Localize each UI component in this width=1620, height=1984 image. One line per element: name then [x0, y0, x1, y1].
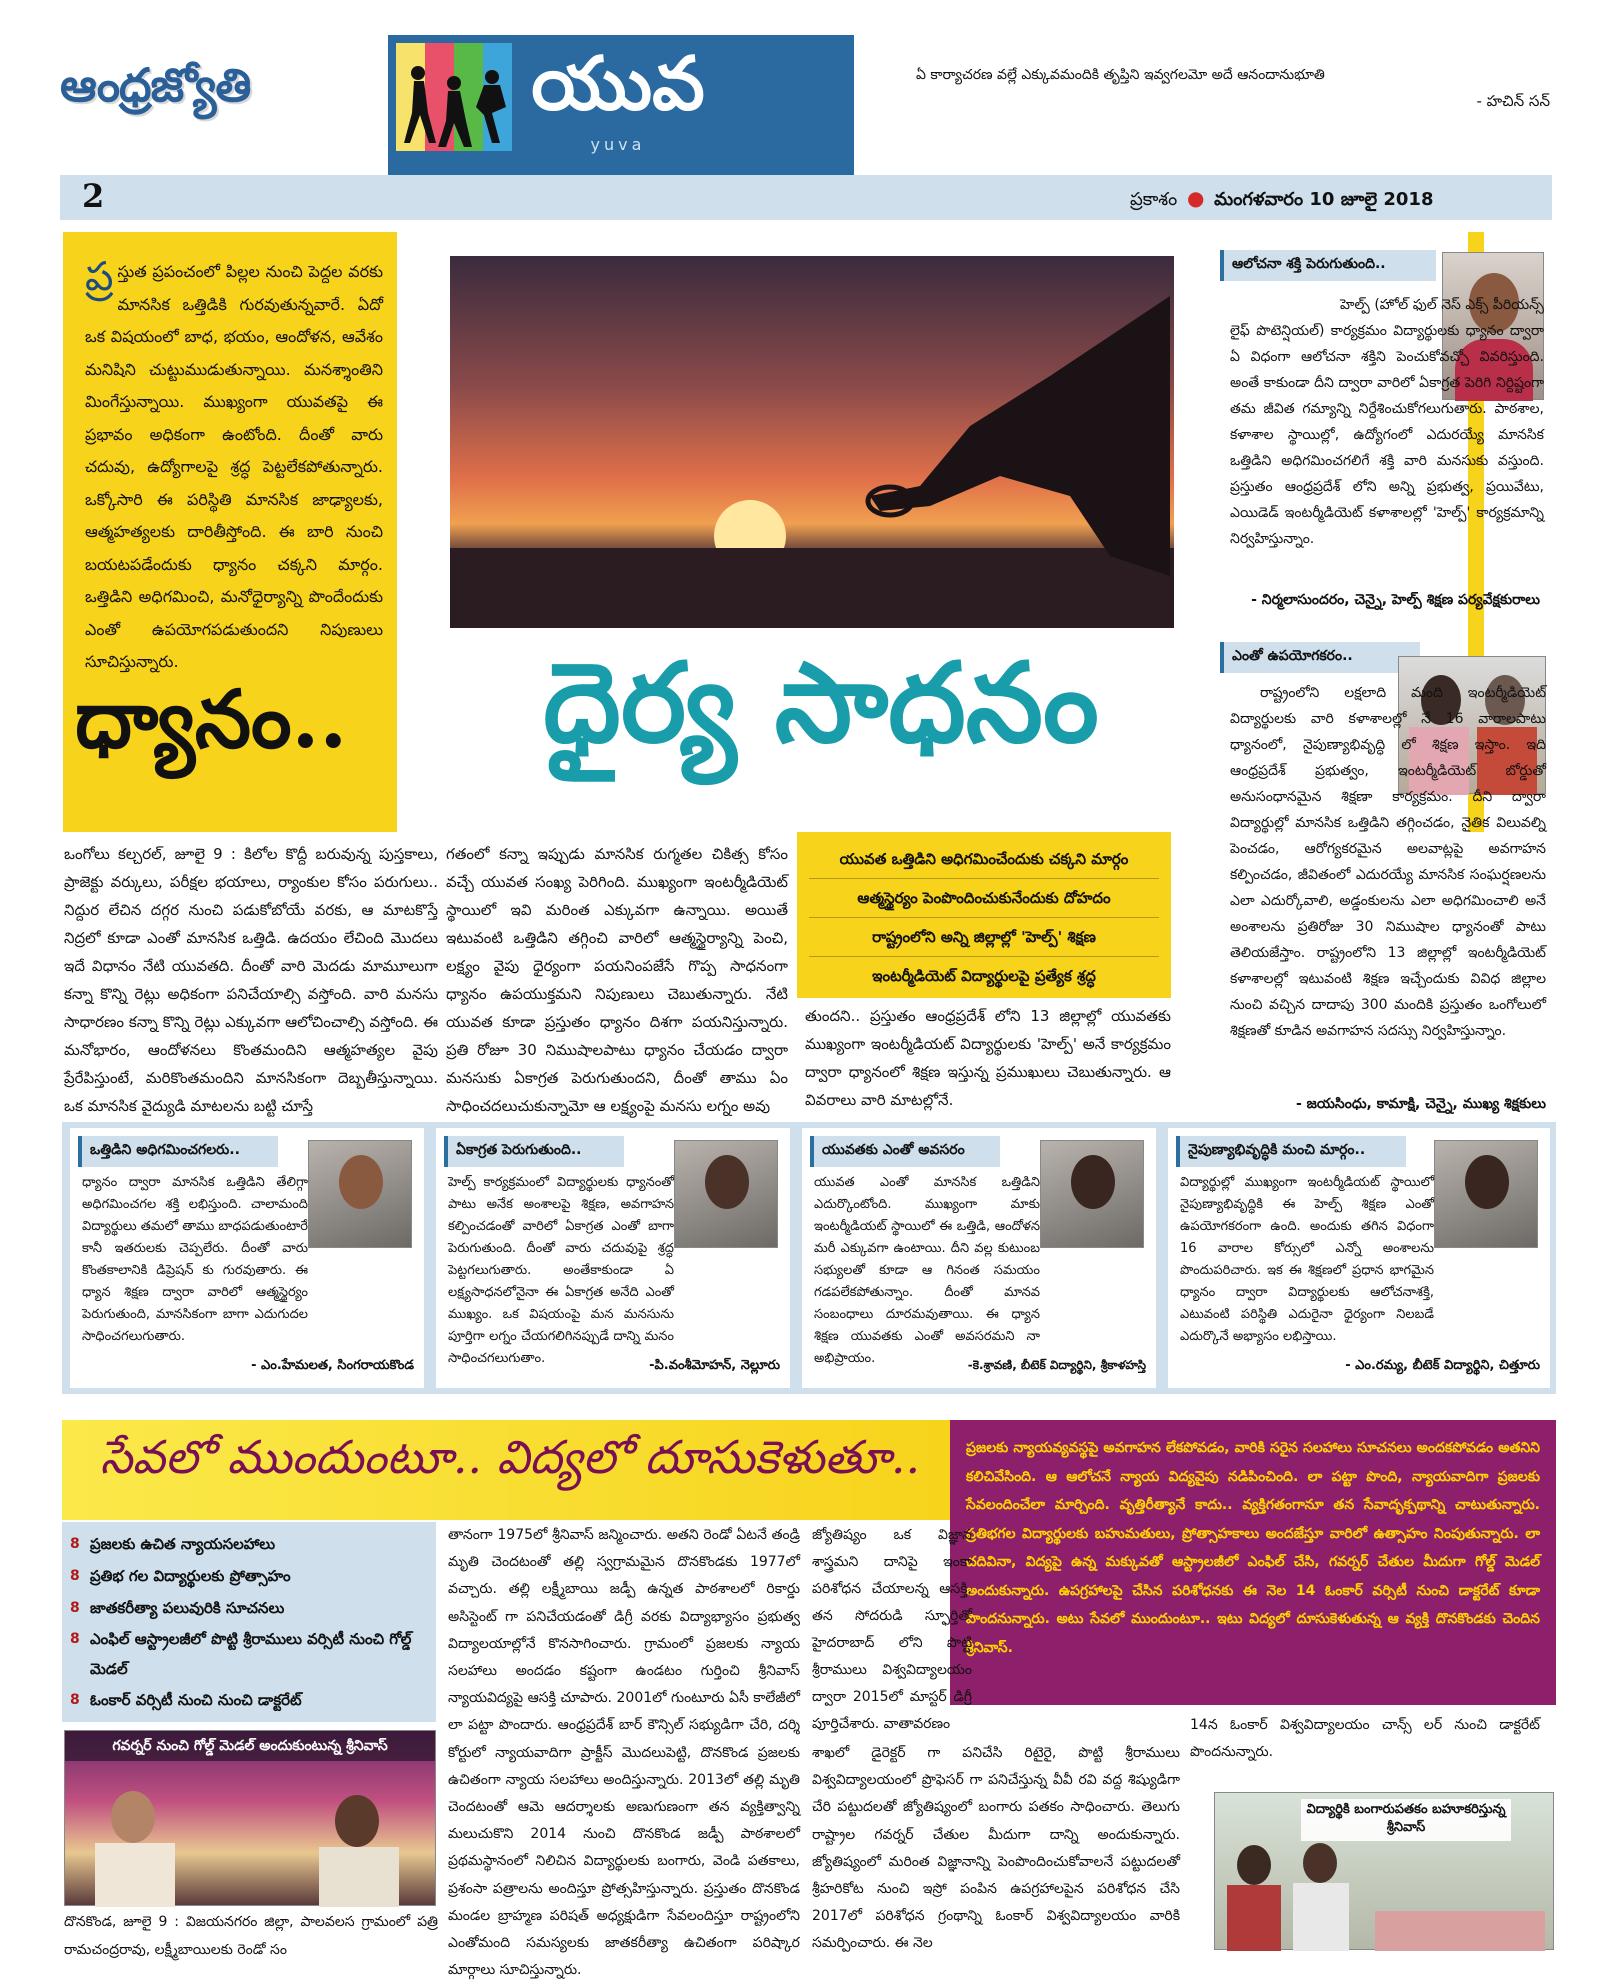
- header-quote: ఏ కార్యాచరణ వల్లే ఎక్కువమందికి తృప్తిని ఇవ్వగలమో అదే ఆనందానుభూతి: [916, 67, 1325, 83]
- side-column: [1210, 232, 1562, 1112]
- main-col3: తుందని.. ప్రస్తుతం ఆంధ్రప్రదేశ్ లోని 13 జిల్లాల్లో యువతకు ముఖ్యంగా ఇంటర్మీడియట్ విద్యార్థులకు 'హెల్ప్' అనే కార్యక్రమం ద్వారా ధ్యానంలో శిక్షణ ఇస్తున్న ప్రముఖులు చెబుతున్నారు. ఆ వివరాలు వారి మాటల్లోనే.: [805, 1007, 1171, 1109]
- highlight-3: రాష్ట్రంలోని అన్ని జిల్లాల్లో 'హెల్ప్' శిక్షణ: [809, 918, 1159, 957]
- side2-label: ఎంతో ఉపయోగకరం..: [1220, 642, 1420, 673]
- dot-icon: ●: [1186, 186, 1205, 210]
- main-col2: గతంలో కన్నా ఇప్పుడు మానసిక రుగ్మతల చికిత్స కోసం వచ్చే యువత సంఖ్య పెరిగింది. ముఖ్యంగా ఇంటర్మీడియెట్ స్థాయిలో ఇవి మరింత ఎక్కువగా ఉన్నాయి. అయితే ఇటువంటి ఒత్తిడిని తగ్గించి వారిలో ఆత్మస్థైర్యాన్ని పెంచి, లక్ష్యం వైపు ధైర్యంగా పయనింపజేసే గొప్ప సాధనంగా ధ్యానం ఉపయుక్తమని నిపుణులు చెబుతున్నారు. నేటి యువత కూడా ప్రస్తుతం ధ్యానం దిశగా పయనిస్తున్నారు. ప్రతి రోజూ 30 నిముషాలపాటు ధ్యానం చేయడం ద్వారా మనసుకు ఏకాగ్రత పెరుగుతుందని, దీంతో తాము ఏం సాధించదలుచుకున్నామో ఆ లక్ష్యంపై మనసు లగ్నం అవు: [446, 845, 788, 1115]
- headline-right: ధైర్య సాధనం: [543, 638, 1099, 767]
- governor-photo: [64, 1730, 436, 1906]
- side1-signature: - నిర్మలాసుందరం, చెన్నై, హెల్ప్ శిక్షణ పర్యవేక్షకురాలు: [1251, 592, 1540, 608]
- silhouette-icon: [396, 43, 512, 151]
- photo2-caption: విద్యార్థికి బంగారుపతకం బహూకరిస్తున్న శ్రీనివాస్: [1301, 1799, 1511, 1841]
- seva-summary-box: [950, 1420, 1556, 1705]
- highlight-2: ఆత్మస్థైర్యం పెంపొందించుకునేందుకు దోహదం: [809, 879, 1159, 918]
- main-col1: ఒంగోలు కల్చరల్, జూలై 9 : కిలోల కొద్దీ బరువున్న పుస్తకాలు, ప్రాజెక్టు వర్కులు, పరీక్షల భయాలు, ర్యాంకుల కోసం పరుగులు.. నిద్దుర లేచిన దగ్గర నుంచి పడుకోబోయే వరకు, ఆ మాటకొస్తే నిద్రలో కూడా ఎంతో మానసిక ఒత్తిడి. ఉదయం లేచింది మొదలు ఇదే విధానం నేటి యువతది. దీంతో వారి మెదడు మామూలుగా కన్నా కొన్ని రెట్లు అధికంగా పనిచేయాల్సి వస్తోంది. వారి మనసు సాధారణం కన్నా కొన్ని రెట్లు ఎక్కువగా ఆలోచించాల్సి వస్తోంది. ఈ మనోభారం, ఆందోళనలు కొంతమందిని ఆత్మహత్యల వైపు ప్రేరేపిస్తుంటే, మరికొంతమందిని మానసికంగా దెబ్బతీస్తున్నాయి. ఒక మానసిక వైద్యుడి మాటలను బట్టి చూస్తే: [64, 845, 438, 1115]
- highlight-4: ఇంటర్మీడియెట్ విద్యార్థులపై ప్రత్యేక శ్రద్ధ: [872, 967, 1096, 985]
- quote-card-4: నైపుణ్యాభివృద్ధికి మంచి మార్గం.. విద్యార్థుల్లో ముఖ్యంగా ఇంటర్మీడియట్ స్థాయిలో నైపుణ్యాభివృద్ధికి ఈ హెల్ప్ శిక్షణ ఎంతో ఉపయోగకరంగా ఉంది. అందుకు తగిన విధంగా 16 వారాల కోర్సులో ఎన్నో అంశాలను పొందుపరిచారు. ఇక ఈ శిక్షణలో ప్రధాన భాగమైన ధ్యానం ద్వారా విద్యార్థులకు ఆలోచనాశక్తి, ఎటువంటి పరిస్థితి ఎదురైనా ధైర్యంగా నిలబడే ఎదుర్కొనే అభ్యాసం లభిస్తాయి. - ఎం.రమ్య, బీటెక్ విద్యార్థిని, చిత్తూరు: [1168, 1128, 1550, 1388]
- meditation-photo: [450, 256, 1174, 628]
- place: ప్రకాశం: [1130, 189, 1178, 210]
- ramya-photo: [1434, 1140, 1538, 1248]
- seva-summary: ప్రజలకు న్యాయవ్యవస్థపై అవగాహన లేకపోవడం, వారికి సరైన సలహాలు సూచనలు అందకపోవడం అతనిని కలిచివేసింది. ఆ ఆలోచనే న్యాయ విద్యవైపు నడిపించింది. లా పట్టా పొంది, న్యాయవాదిగా ప్రజలకు సేవలందించేలా మార్చింది. వృత్తిరీత్యానే కాదు.. వ్యక్తిగతంగానూ తన సేవాదృక్పథాన్ని చాటుతున్నారు. ప్రతిభగల విద్యార్థులకు బహుమతులు, ప్రోత్సాహకాలు అందజేస్తూ వారిలో ఉత్సాహం నింపుతున్నారు. లా చదివినా, విద్యపై ఉన్న మక్కువతో ఆస్ట్రాలజీలో ఎంఫిల్ చేసి, గవర్నర్ చేతుల మీదుగా గోల్డ్ మెడల్ అందుకున్నారు. ఉపగ్రహాలపై చేసిన పరిశోధనకు ఈ నెల 14 ఓంకార్ వర్సిటీ నుంచి డాక్టరేట్ కూడా పొందనున్నారు. అటు సేవలో ముందుంటూ.. ఇటు విద్యలో దూసుకెళుతున్న ఆ వ్యక్తి దొనకొండకు చెందిన శ్రీనివాస్.: [966, 1440, 1540, 1656]
- hemalatha-photo: [308, 1140, 412, 1248]
- student-medal-photo: [1214, 1792, 1554, 1950]
- seva-col2: జ్యోతిష్యం ఒక విజ్ఞాన శాస్త్రమని దానిపై ఇంకా పరిశోధన చేయాలన్న ఆసక్తి, తన సోదరుడి స్ఫూర్తితో హైదరాబాద్ లోని పొట్టి శ్రీరాములు విశ్వవిద్యాలయం ద్వారా 2015లో మాస్టర్ డిగ్రీ పూర్తిచేశారు. వాతావరణం: [812, 1527, 972, 1732]
- quote-author: - హచిన్ సన్: [1476, 92, 1550, 110]
- seva-col2-tail: శాఖలో డైరెక్టర్ గా పనిచేసి రిటైరై, పొట్టి శ్రీరాములు విశ్వవిద్యాలయంలో ప్రొఫెసర్ గా పనిచేస్తున్న వీవీ రవి వద్ద శిష్యుడిగా చేరి పట్టుదలతో జ్యోతిష్యంలో బంగారు పతకం సాధించారు. తెలుగు రాష్ట్రాల గవర్నర్ చేతుల మీదుగా దాన్ని అందుకున్నారు. జ్యోతిష్యంలో మరింత విజ్ఞానాన్ని పెంపొందించుకోవాలనే పట్టుదలతో శ్రీహరికోట నుంచి ఇస్రో పంపిన ఉపగ్రహాలపైన పరిశోధన చేసి 2017లో పరిశోధన గ్రంథాన్ని ఓంకార్ విశ్వవిద్యాలయం వారికి సమర్పించారు. ఈ నెల: [812, 1745, 1180, 1952]
- quote-card-1: ఒత్తిడిని అధిగమించగలరు.. ధ్యానం ద్వారా మానసిక ఒత్తిడిని తేలిగ్గా అధిగమించగల శక్తి లభిస్తుంది. చాలామంది విద్యార్థులు తమలో తాము బాధపడుతుంటారే కానీ ఇతరులకు చెప్పలేరు. దీంతో వారు కొంతకాలానికి డిప్రెషన్ కు గురవుతారు. ఈ ధ్యాన శిక్షణ ద్వారా వారిలో ఆత్మస్థైర్యం పెరుగుతుంది, మానసికంగా బాగా ఎదుగుదల సాధించగలుగుతారు. - ఎం.హేమలత, సింగరాయకొండ: [70, 1128, 424, 1388]
- headline-left: ధ్యానం..: [75, 672, 348, 766]
- masthead-logo: ఆంధ్రజ్యోతి: [60, 58, 251, 112]
- photo1-caption: గవర్నర్ నుంచి గోల్డ్ మెడల్ అందుకుంటున్న శ్రీనివాస్: [65, 1731, 435, 1761]
- side2-signature: - జయసింధు, కామాక్షి, చెన్నై, ముఖ్య శిక్షకులు: [1295, 1096, 1546, 1112]
- vamshimohan-photo: [674, 1140, 778, 1248]
- yuva-logo-box: యువ yuva: [388, 35, 854, 175]
- highlights-box: [797, 832, 1171, 998]
- seva-bullets: 8 ప్రజలకు ఉచిత న్యాయసలహాలు 8 ప్రతిభ గల విద్యార్థులకు ప్రోత్సాహం 8 జాతకరీత్యా పలువురికి సూచనలు 8 ఎంఫిల్ ఆస్ట్రాలజీలో పొట్టి శ్రీరాములు వర్సిటీ నుంచి గోల్డ్ మెడల్ 8 ఓంకార్ వర్సిటీ నుంచి నుంచి డాక్టరేట్: [62, 1522, 436, 1722]
- side1-text: హెల్ప్ (హోల్ ఫుల్ నెస్ ఎక్స్ పీరియన్స్ లైఫ్ పొటెన్షియల్) కార్యక్రమం విద్యార్థులకు ధ్యానం ద్వారా ఏ విధంగా ఆలోచనా శక్తిని పెంచుకోవచ్చో వివరిస్తుంది. అంతే కాకుండా దీని ద్వారా వారిలో ఏకాగ్రత పెరిగి నిర్దిష్టంగా తమ జీవిత గమ్యాన్ని నిర్దేశించుకోగలుగుతారు. పాఠశాల, కళాశాల స్థాయిల్లో, ఉద్యోగంలో ఎదురయ్యే మానసిక ఒత్తిడిని అధిగమించగలిగే శక్తి వారి మనసుకు వస్తుంది. ప్రస్తుతం ఆంధ్రప్రదేశ్ లోని అన్ని ప్రభుత్వ, ప్రయివేటు, ఎయిడెడ్ ఇంటర్మీడియెట్ కళాశాలల్లో 'హెల్ప్' కార్యక్రమాన్ని నిర్వహిస్తున్నాం.: [1230, 297, 1544, 547]
- quote-card-3: యువతకు ఎంతో అవసరం యువత ఎంతో మానసిక ఒత్తిడిని ఎదుర్కొంటోంది. ముఖ్యంగా మాకు ఇంటర్మీడియట్ స్థాయిలో ఈ ఒత్తిడి, ఆందోళన మరీ ఎక్కువగా ఉంటాయి. దీని వల్ల కుటుంబ సభ్యులతో కూడా ఆ గినంత సమయం గడపలేకపోతున్నాం. దీంతో మానవ సంబంధాలు దూరమవుతాయి. ఈ ధ్యాన శిక్షణ యువతకు ఎంతో అవసరమని నా అభిప్రాయం. -కె.శ్రావణి, బీటెక్ విద్యార్థిని, శ్రీకాళహస్తి: [802, 1128, 1156, 1388]
- highlight-1: యువత ఒత్తిడిని అధిగమించేందుకు చక్కని మార్గం: [809, 840, 1159, 879]
- date: మంగళవారం 10 జూలై 2018: [1214, 189, 1434, 210]
- date-bar: [60, 175, 1552, 220]
- seva-col1: తానంగా 1975లో శ్రీనివాస్ జన్మించారు. అతని రెండో ఏటనే తండ్రి మృతి చెందటంతో తల్లి స్వగ్రామమైన దొనకొండకు 1977లో వచ్చారు. తల్లి లక్ష్మీబాయి జడ్పీ ఉన్నత పాఠశాలలో రికార్డు అసిస్టెంట్ గా పనిచేయడంతో డిగ్రీ వరకు విద్యాభ్యాసం ప్రభుత్వ విద్యాలయాల్లోనే కొనసాగించారు. గ్రామంలో ప్రజలకు న్యాయ సలహాలు అందడం కష్టంగా ఉండటం గుర్తించి శ్రీనివాస్ న్యాయవిద్యపై ఆసక్తి చూపారు. 2001లో గుంటూరు ఏసీ కాలేజీలో లా పట్టా పొందారు. ఆంధ్రప్రదేశ్ బార్ కౌన్సిల్ సభ్యుడిగా చేరి, దర్శి కోర్టులో న్యాయవాదిగా ప్రాక్టీస్ మొదలుపెట్టి, దొనకొండ ప్రజలకు ఉచితంగా న్యాయ సలహాలు అందిస్తున్నారు. 2013లో తల్లి మృతి చెందటంతో ఆమె ఆదర్శాలకు అణుగుణంగా తన వ్యక్తిత్వాన్ని మలుచుకొని 2014 నుంచి దొనకొండ జడ్పీ పాఠశాలలో ప్రథమస్థానంలో నిలిచిన విద్యార్థులకు బంగారు, వెండి పతకాలు, ప్రశంసా పత్రాలను అందిస్తూ ప్రోత్సహిస్తున్నారు. ప్రస్తుతం దొనకొండ మండల బ్రాహ్మణ పరిషత్ అధ్యక్షుడిగా సేవలందిస్తూ రాష్ట్రంలోని ఎంతోమంది సమస్యలకు జాతకరీత్యా ఉచితంగా పరిష్కార మార్గాలు సూచిస్తున్నారు.: [448, 1527, 800, 1979]
- yuva-figures: [396, 43, 512, 151]
- side2-text: రాష్ట్రంలోని లక్షలాది మంది ఇంటర్మీడియెట్ విద్యార్థులకు వారి కళాశాలల్లో నే 16 వారాలపాటు ధ్యానంలో, నైపుణ్యాభివృద్ధి లో శిక్షణ ఇస్తాం. ఇది ఆంధ్రప్రదేశ్ ప్రభుత్వం, ఇంటర్మీడియెట్ బోర్డుతో అనుసంధానమైన శిక్షణా కార్యక్రమం. దీని ద్వారా విద్యార్థుల్లో మానసిక ఒత్తిడిని తగ్గించడం, నైతిక విలువల్ని పెంచడం, ఆరోగ్యకరమైన అలవాట్లపై అవగాహన కల్పించడం, జీవితంలో ఎదురయ్యే మానసిక సంఘర్షణలను ఎలా ఎదుర్కోవాలి, అడ్డంకులను ఎలా అధిగమించాలి అనే అంశాలను ప్రతిరోజు 30 నిముషాల ధ్యానంతో పాటు తెలియజేస్తాం. రాష్ట్రంలోని 13 జిల్లాల్లో ఇంటర్మీడియెట్ కళాశాలల్లో ఇటువంటి శిక్షణ ఇచ్చేందుకు వివిధ జిల్లాల నుంచి వచ్చిన దాదాపు 300 మందికి ప్రస్తుతం ఒంగోలులో శిక్షణతో కూడిన అవగాహన సదస్సు నిర్వహిస్తున్నాం.: [1230, 685, 1546, 1039]
- intro-text: స్తుత ప్రపంచంలో పిల్లల నుంచి పెద్దల వరకు మానసిక ఒత్తిడికి గురవుతున్నవారే. ఏదో ఒక విషయంలో బాధ, భయం, ఆందోళన, ఆవేశం మనిషిని చుట్టుముడుతున్నాయి. మనశ్శాంతిని మింగేస్తున్నాయి. ముఖ్యంగా యువతపై ఈ ప్రభావం అధికంగా ఉంటోంది. దీంతో వారు చదువు, ఉద్యోగాలపై శ్రద్ధ పెట్టలేకపోతున్నారు. ఒక్కోసారి ఈ పరిస్థితి మానసిక జాఢ్యాలకు, ఆత్మహత్యలకు దారితీస్తోంది. ఈ బారి నుంచి బయటపడేందుకు ధ్యానం చక్కని మార్గం. ఒత్తిడిని అధిగమించి, మనోధైర్యాన్ని పొందేందుకు ఎంతో ఉపయోగపడుతుందని నిపుణులు సూచిస్తున్నారు.: [85, 262, 383, 671]
- page-number: 2: [82, 177, 105, 215]
- seva-col3: 14న ఓంకార్ విశ్వవిద్యాలయం చాన్స్ లర్ నుంచి డాక్టరేట్ పొందనున్నారు.: [1190, 1717, 1540, 1760]
- sravani-photo: [1040, 1140, 1144, 1248]
- quote-card-2: ఏకాగ్రత పెరుగుతుంది.. హెల్ప్ కార్యక్రమంలో విద్యార్థులకు ధ్యానంతో పాటు అనేక అంశాలపై శిక్షణ, అవగాహన కల్పించడంతో వారిలో ఏకాగ్రత ఎంతో బాగా పెరుగుతుంది. దీంతో వారు చదువుపై శ్రద్ధ పెట్టగలుగుతారు. అంతేకాకుండా ఏ లక్ష్యసాధనలోనైనా ఈ ఏకాగ్రత అనేది ఎంతో ముఖ్యం. ఒక విషయంపై మన మనసును పూర్తిగా లగ్నం చేయగలిగినప్పుడే దాన్ని మనం సాధించగలుగుతాం. -పి.వంశీమోహన్, నెల్లూరు: [436, 1128, 790, 1388]
- dropcap: ప్ర: [85, 254, 114, 300]
- side1-label: ఆలోచనా శక్తి పెరుగుతుంది..: [1220, 250, 1436, 281]
- seva-dateline: దొనకొండ, జూలై 9 : విజయనగరం జిల్లా, పాలవలస గ్రామంలో పత్రి రామచంద్రరావు, లక్ష్మీబాయిలకు రెండో సం: [64, 1914, 438, 1958]
- sun-silhouette-icon: [450, 256, 1174, 628]
- seva-headline: సేవలో ముందుంటూ.. విద్యలో దూసుకెళుతూ..: [100, 1430, 921, 1484]
